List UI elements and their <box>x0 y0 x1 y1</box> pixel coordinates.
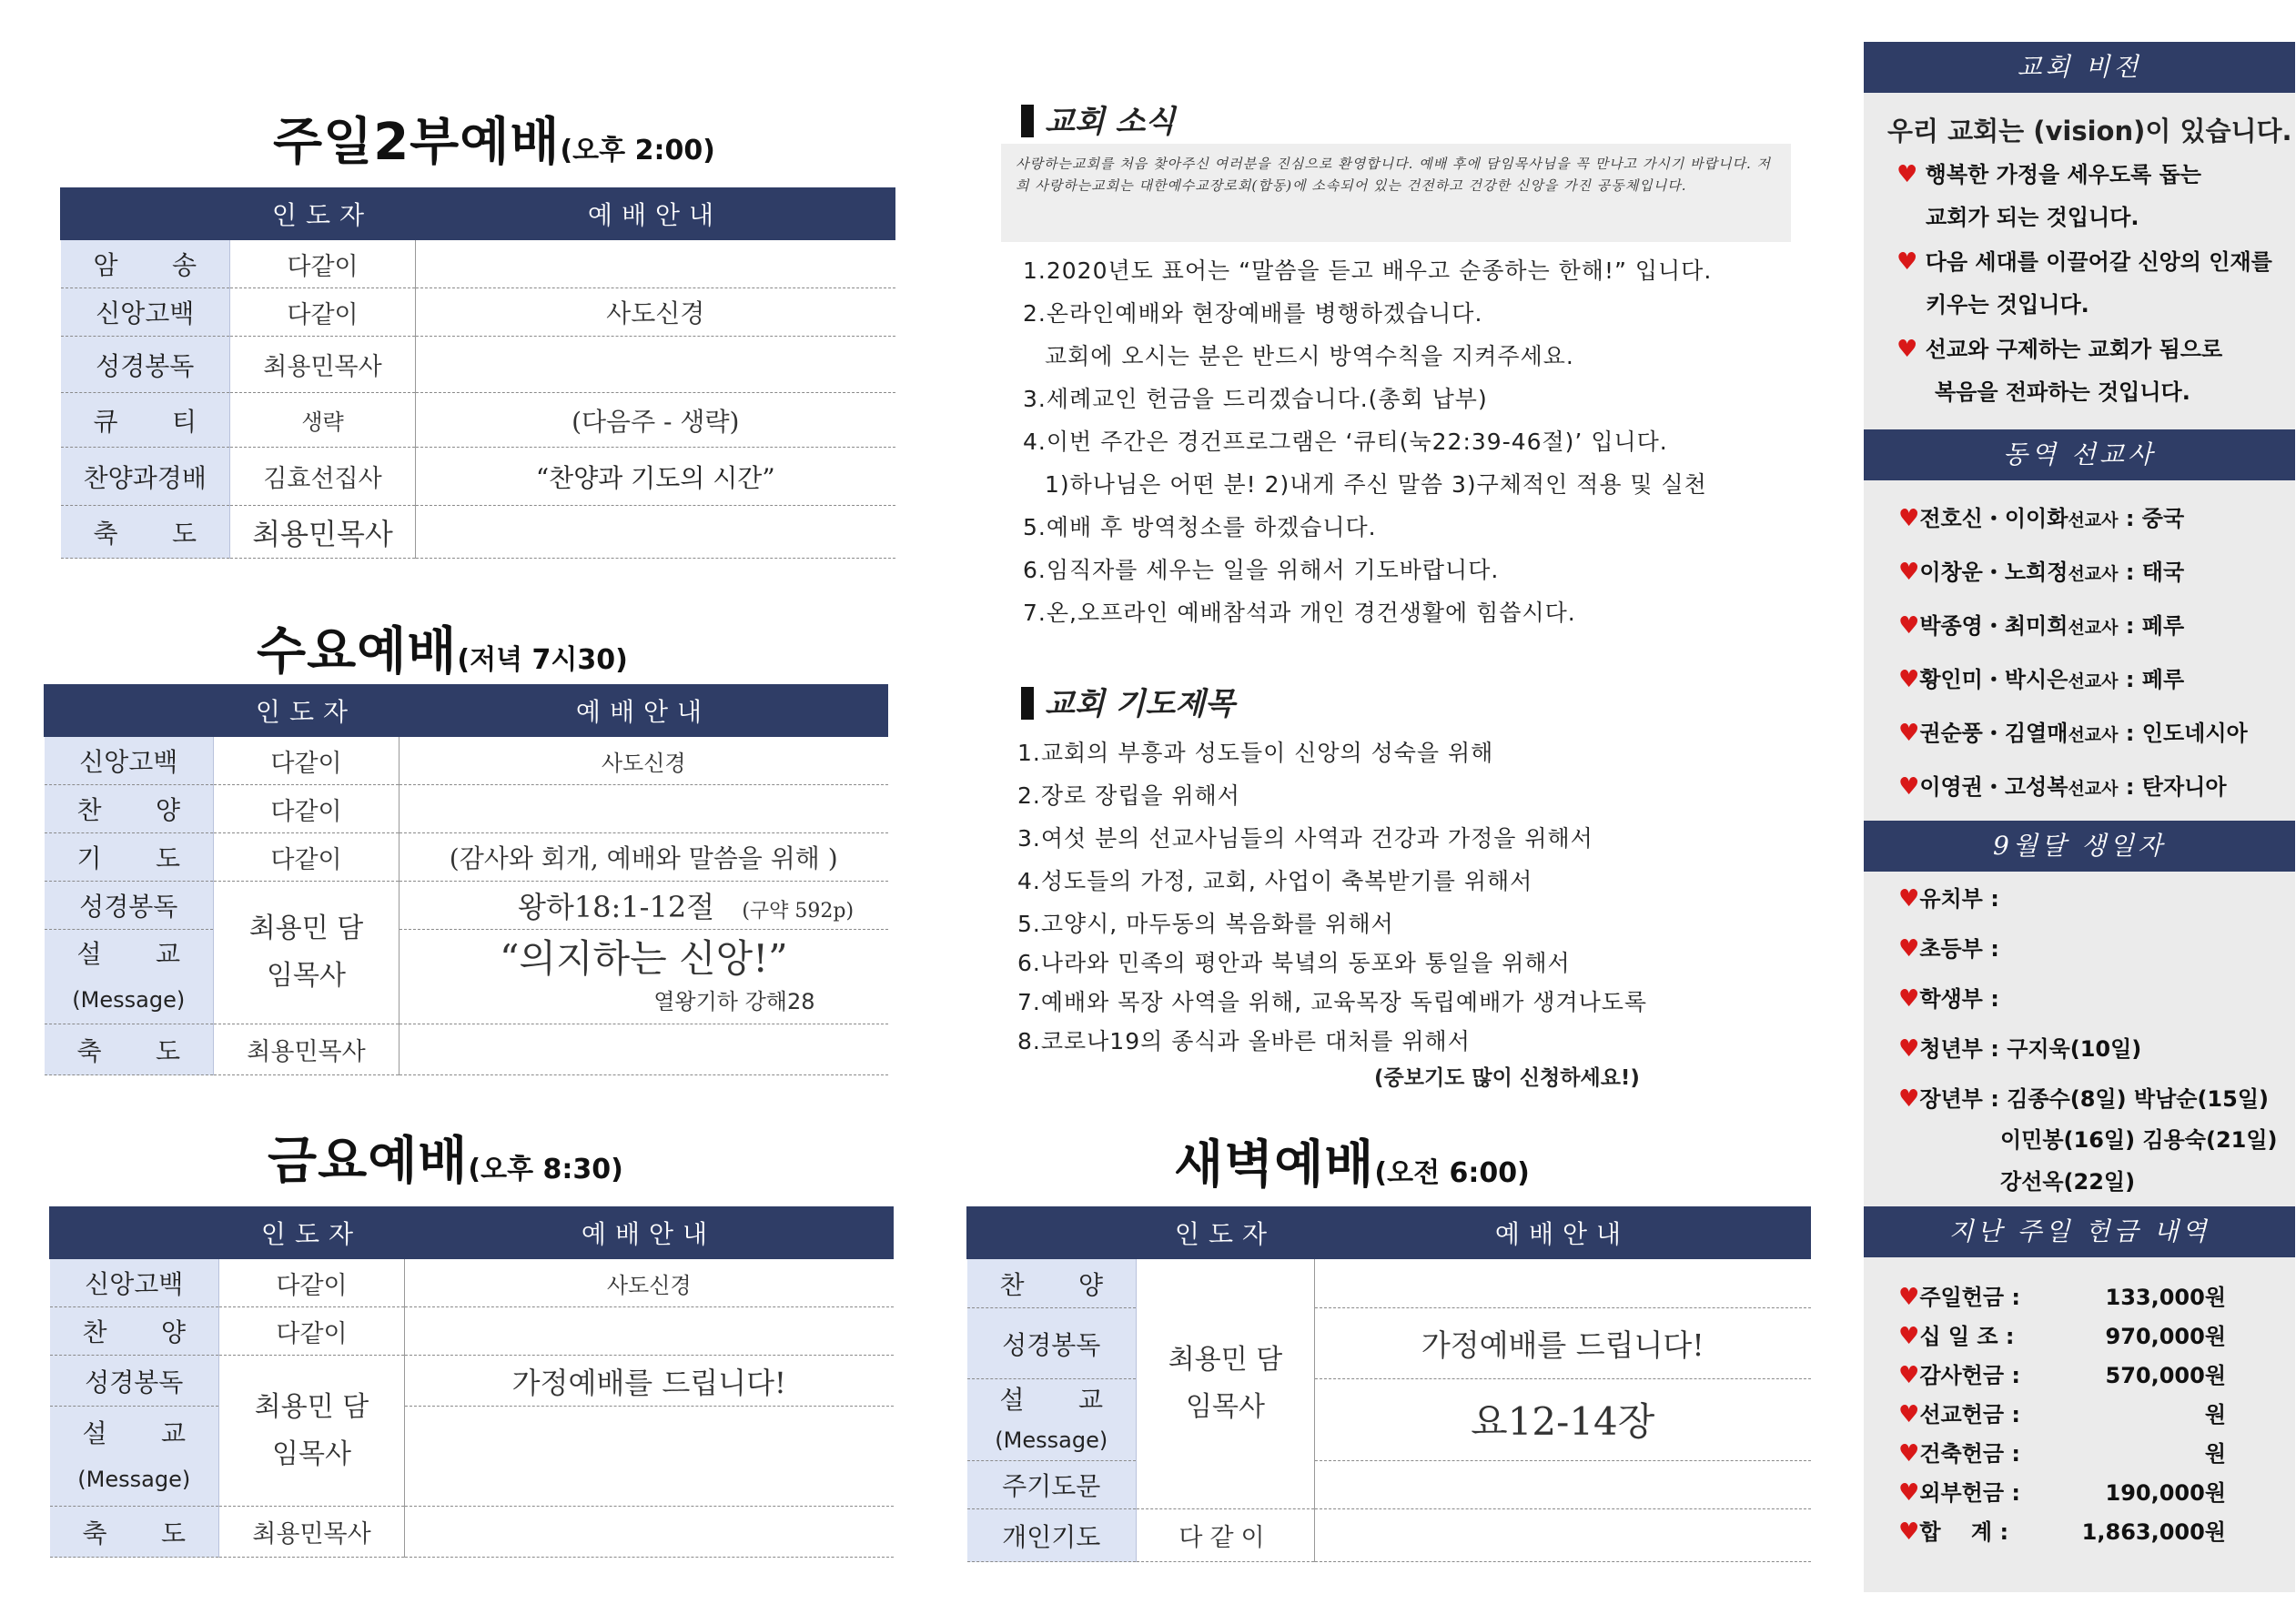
missionary-item: ♥박종영・최미희선교사 : 페루 <box>1898 612 2185 640</box>
news-item: 교회에 오시는 분은 반드시 방역수칙을 지켜주세요. <box>1045 343 1574 369</box>
table-row <box>967 1308 1811 1379</box>
row-leader: 최용민목사 <box>214 1024 400 1075</box>
row-label: 축 도 <box>61 506 230 559</box>
heart-icon: ♥ <box>1898 666 1920 693</box>
offering-item: ♥외부헌금 : 190,000원 <box>1898 1479 2226 1507</box>
dawn-title-text: 새벽예배 <box>1174 1135 1375 1195</box>
shared-leader <box>214 882 400 1024</box>
shared-leader-text: 최용민 담임목사 <box>1168 1344 1283 1423</box>
heart-icon: ♥ <box>1898 559 1920 586</box>
heading-bar <box>1021 105 1034 137</box>
row-info <box>1315 1461 1811 1509</box>
row-info: 가정예배를 드립니다! <box>405 1356 894 1407</box>
table-row <box>967 1259 1811 1308</box>
row-info <box>400 1024 888 1075</box>
row-info: 요12-14장 <box>1315 1379 1811 1461</box>
missionary-item: ♥황인미・박시은선교사 : 페루 <box>1898 666 2185 693</box>
row-leader: 다같이 <box>219 1307 405 1356</box>
table-col-leader: 인도자 <box>214 685 400 737</box>
table-row <box>61 240 895 288</box>
vision-intro: 우리 교회는 (vision)이 있습니다. <box>1887 116 2292 146</box>
prayer-heading <box>1021 679 1235 723</box>
vision-line: 다음 세대를 이끌어갈 신앙의 인재를 <box>1925 249 2272 275</box>
prayer-item: 6.나라와 민족의 평안과 북녘의 동포와 통일을 위해서 <box>1017 950 1571 976</box>
missionary-header: 동역 선교사 <box>1864 429 2295 480</box>
vision-line: 교회가 되는 것입니다. <box>1926 205 2139 230</box>
news-item: 6.임직자를 세우는 일을 위해서 기도바랍니다. <box>1023 557 1500 583</box>
prayer-item: 8.코로나19의 종식과 올바른 대처를 위해서 <box>1017 1028 1471 1054</box>
heart-icon: ♥ <box>1896 248 1918 276</box>
row-label: 암 송 <box>61 240 230 288</box>
table-col-info: 예배안내 <box>405 1207 894 1259</box>
table-row <box>50 1356 894 1407</box>
sermon-series: 열왕기하 강해28 <box>653 989 815 1014</box>
row-info: (다음주 - 생략) <box>416 393 895 448</box>
table-col-label <box>45 685 214 737</box>
table-col-info: 예배안내 <box>416 188 895 240</box>
table-col-label <box>50 1207 219 1259</box>
row-info <box>400 882 888 930</box>
row-info <box>400 930 888 1024</box>
table-col-label <box>61 188 230 240</box>
row-label: 설 교 (Message) <box>50 1407 219 1507</box>
row-info <box>416 506 895 559</box>
news-item: 5.예배 후 방역청소를 하겠습니다. <box>1023 514 1377 540</box>
row-leader: 다같이 <box>230 288 416 337</box>
shared-leader-text: 최용민 담임목사 <box>248 913 364 992</box>
dawn-time: (오전 6:00) <box>1374 1157 1530 1189</box>
row-leader: 다같이 <box>219 1259 405 1307</box>
row-info: “찬양과 기도의 시간” <box>416 448 895 506</box>
row-label: 주기도문 <box>967 1461 1137 1509</box>
table-col-leader: 인도자 <box>1137 1207 1315 1259</box>
heart-icon: ♥ <box>1896 336 1918 363</box>
birthday-item: ♥장년부 : 김종수(8일) 박남순(15일) <box>1898 1085 2269 1113</box>
row-label: 성경봉독 <box>45 882 214 930</box>
missionary-list <box>1898 500 2290 822</box>
missionary-item: ♥전호신・이이화선교사 : 중국 <box>1898 505 2185 532</box>
row-label: 축 도 <box>50 1507 219 1558</box>
news-item: 2.온라인예배와 현장예배를 병행하겠습니다. <box>1023 300 1483 327</box>
shared-leader-text: 최용민 담임목사 <box>254 1390 369 1470</box>
heart-icon: ♥ <box>1898 505 1920 532</box>
missionary-item: ♥이창운・노희정선교사 : 태국 <box>1898 559 2185 586</box>
offering-total: ♥합 계 : 1,863,000원 <box>1898 1518 2226 1546</box>
vision-line: 키우는 것입니다. <box>1926 292 2089 318</box>
news-item: 4.이번 주간은 경건프로그램은 ‘큐티(눅22:39-46절)’ 입니다. <box>1023 429 1668 455</box>
offering-item: ♥감사헌금 : 570,000원 <box>1898 1362 2226 1389</box>
heart-icon: ♥ <box>1896 161 1918 188</box>
row-leader: 최용민목사 <box>230 506 416 559</box>
table-row <box>50 1407 894 1507</box>
birthday-item: ♥청년부 : 구지욱(10일) <box>1898 1035 2142 1063</box>
sunday2-table <box>60 187 895 559</box>
row-info <box>400 785 888 833</box>
prayer-note: (중보기도 많이 신청하세요!) <box>1374 1066 1640 1090</box>
table-header <box>50 1207 894 1259</box>
row-leader: 김효선집사 <box>230 448 416 506</box>
row-leader: 최용민목사 <box>219 1507 405 1558</box>
row-label: 설 교 (Message) <box>45 930 214 1024</box>
table-row <box>967 1379 1811 1461</box>
prayer-list <box>1017 735 1800 1063</box>
vision-line: 선교와 구제하는 교회가 됨으로 <box>1925 337 2223 362</box>
table-row <box>45 785 888 833</box>
heart-icon: ♥ <box>1898 1085 1920 1113</box>
table-row <box>45 882 888 930</box>
row-label: 신앙고백 <box>61 288 230 337</box>
row-leader: 다같이 <box>214 737 400 785</box>
friday-table <box>49 1206 894 1558</box>
offering-list <box>1898 1279 2226 1553</box>
heart-icon: ♥ <box>1898 1035 1920 1063</box>
table-row <box>967 1461 1811 1509</box>
news-item: 1)하나님은 어떤 분! 2)내게 주신 말씀 3)구체적인 적용 및 실천 <box>1045 471 1707 498</box>
table-col-label <box>967 1207 1137 1259</box>
table-row <box>61 337 895 393</box>
table-row <box>61 393 895 448</box>
heart-icon: ♥ <box>1898 1401 1920 1428</box>
heart-icon: ♥ <box>1898 1518 1920 1546</box>
heart-icon: ♥ <box>1898 1479 1920 1507</box>
sunday2-title <box>273 102 715 175</box>
offering-header: 지난 주일 헌금 내역 <box>1864 1206 2295 1257</box>
news-heading <box>1021 96 1175 141</box>
table-row <box>50 1307 894 1356</box>
friday-time: (오후 8:30) <box>468 1154 623 1185</box>
bible-note: (구약 592p) <box>742 900 855 923</box>
vision-item <box>1896 331 2288 406</box>
row-label: 성경봉독 <box>61 337 230 393</box>
friday-title-text: 금요예배 <box>268 1132 469 1191</box>
birthday-item: ♥초등부 : <box>1898 935 1999 963</box>
message-label: (Message) <box>72 986 186 1013</box>
row-leader: 다같이 <box>214 833 400 882</box>
row-label: 기 도 <box>45 833 214 882</box>
vision-item <box>1896 244 2288 318</box>
sunday2-time: (오후 2:00) <box>560 135 715 166</box>
vision-line: 복음을 전파하는 것입니다. <box>1935 379 2190 405</box>
wednesday-table <box>44 684 888 1075</box>
row-label: 개인기도 <box>967 1509 1137 1562</box>
heading-bar <box>1021 687 1034 720</box>
birthday-item: ♥학생부 : <box>1898 985 1999 1013</box>
prayer-item: 4.성도들의 가정, 교회, 사업이 축복받기를 위해서 <box>1017 868 1533 894</box>
bible-passage: 왕하18:1-12절 <box>518 890 715 924</box>
friday-title <box>268 1121 623 1194</box>
message-label: (Message) <box>995 1427 1108 1453</box>
row-info <box>1315 1259 1811 1308</box>
row-label: 축 도 <box>45 1024 214 1075</box>
prayer-item: 1.교회의 부흥과 성도들이 신앙의 성숙을 위해 <box>1017 740 1494 766</box>
table-row <box>45 737 888 785</box>
table-row <box>61 448 895 506</box>
sermon-title: “의지하는 신앙!” <box>499 936 788 981</box>
table-col-info: 예배안내 <box>1315 1207 1811 1259</box>
row-info: 사도신경 <box>405 1259 894 1307</box>
heart-icon: ♥ <box>1898 885 1920 913</box>
vision-header: 교회 비전 <box>1864 42 2295 93</box>
row-label: 큐 티 <box>61 393 230 448</box>
table-row <box>50 1259 894 1307</box>
row-info <box>405 1507 894 1558</box>
prayer-item: 3.여섯 분의 선교사님들의 사역과 건강과 가정을 위해서 <box>1017 825 1593 852</box>
birthday-list <box>1898 881 2290 1195</box>
row-label: 성경봉독 <box>50 1356 219 1407</box>
wednesday-title <box>257 611 628 684</box>
heart-icon: ♥ <box>1898 773 1920 801</box>
table-row <box>45 1024 888 1075</box>
table-row <box>61 506 895 559</box>
row-leader: 다같이 <box>230 240 416 288</box>
wednesday-time: (저녁 7시30) <box>457 644 628 676</box>
news-item: 1.2020년도 표어는 “말씀을 듣고 배우고 순종하는 한해!” 입니다. <box>1023 257 1713 284</box>
heart-icon: ♥ <box>1898 1323 1920 1350</box>
missionary-item: ♥권순풍・김열매선교사 : 인도네시아 <box>1898 720 2248 747</box>
table-header <box>45 685 888 737</box>
news-heading-text: 교회 소식 <box>1045 104 1176 140</box>
row-leader: 생략 <box>230 393 416 448</box>
prayer-item: 7.예배와 목장 사역을 위해, 교육목장 독립예배가 생겨나도록 <box>1017 989 1648 1015</box>
row-label: 찬 양 <box>967 1259 1137 1308</box>
row-info: 사도신경 <box>400 737 888 785</box>
heart-icon: ♥ <box>1898 1362 1920 1389</box>
table-col-leader: 인도자 <box>219 1207 405 1259</box>
birthday-item: ♥유치부 : <box>1898 885 1999 913</box>
heart-icon: ♥ <box>1898 1284 1920 1311</box>
missionary-item: ♥이영권・고성복선교사 : 탄자니아 <box>1898 773 2227 801</box>
row-info <box>1315 1509 1811 1562</box>
dawn-title <box>1174 1125 1530 1197</box>
offering-item: ♥건축헌금 : 원 <box>1898 1440 2226 1468</box>
row-leader: 다같이 <box>1137 1509 1315 1562</box>
news-item: 7.온,오프라인 예배참석과 개인 경건생활에 힘씁시다. <box>1023 600 1576 626</box>
offering-item: ♥선교헌금 : 원 <box>1898 1401 2226 1428</box>
heart-icon: ♥ <box>1898 720 1920 747</box>
vision-item <box>1896 156 2288 231</box>
row-label: 찬 양 <box>50 1307 219 1356</box>
table-row <box>45 833 888 882</box>
message-label: (Message) <box>77 1466 191 1492</box>
table-row <box>967 1509 1811 1562</box>
table-header <box>61 188 895 240</box>
heart-icon: ♥ <box>1898 935 1920 963</box>
row-leader: 최용민목사 <box>230 337 416 393</box>
row-label: 찬 양 <box>45 785 214 833</box>
shared-leader <box>1137 1259 1315 1509</box>
row-info <box>416 240 895 288</box>
table-row <box>61 288 895 337</box>
row-info <box>405 1407 894 1507</box>
table-header <box>967 1207 1811 1259</box>
row-label: 신앙고백 <box>50 1259 219 1307</box>
heart-icon: ♥ <box>1898 612 1920 640</box>
wednesday-title-text: 수요예배 <box>257 622 458 681</box>
welcome-box: 사랑하는교회를 처음 찾아주신 여러분을 진심으로 환영합니다. 예배 후에 담임목사님을 꼭 만나고 가시기 바랍니다. 저희 사랑하는교회는 대한예수교장로회(합동)에 소속되어 있는 건전하고 건강한 신앙을 가진 공동체입니다. <box>1001 144 1791 242</box>
row-label: 설 교 (Message) <box>967 1379 1137 1461</box>
row-label: 신앙고백 <box>45 737 214 785</box>
prayer-heading-text: 교회 기도제목 <box>1045 686 1235 722</box>
birthday-extra: 강선옥(22일) <box>2000 1169 2136 1195</box>
row-label: 찬양과경배 <box>61 448 230 506</box>
prayer-item: 2.장로 장립을 위해서 <box>1017 782 1240 809</box>
row-info <box>405 1307 894 1356</box>
sunday2-title-text: 주일2부예배 <box>273 113 561 172</box>
row-info: 가정예배를 드립니다! <box>1315 1308 1811 1379</box>
heart-icon: ♥ <box>1898 1440 1920 1468</box>
row-label: 성경봉독 <box>967 1308 1137 1379</box>
shared-leader <box>219 1356 405 1507</box>
row-info <box>416 337 895 393</box>
heart-icon: ♥ <box>1898 985 1920 1013</box>
table-col-info: 예배안내 <box>400 685 888 737</box>
row-leader: 다같이 <box>214 785 400 833</box>
table-row <box>45 930 888 1024</box>
offering-item: ♥주일헌금 : 133,000원 <box>1898 1284 2226 1311</box>
row-info: (감사와 회개, 예배와 말씀을 위해 ) <box>400 833 888 882</box>
table-row <box>50 1507 894 1558</box>
vision-line: 행복한 가정을 세우도록 돕는 <box>1925 162 2201 187</box>
prayer-item: 5.고양시, 마두동의 복음화를 위해서 <box>1017 911 1394 937</box>
table-col-leader: 인도자 <box>230 188 416 240</box>
birthday-header: 9월달 생일자 <box>1864 821 2295 872</box>
news-item: 3.세례교인 헌금을 드리겠습니다.(총회 납부) <box>1023 386 1488 412</box>
news-list <box>1023 253 1787 638</box>
vision-list <box>1896 156 2288 406</box>
dawn-table <box>966 1206 1811 1562</box>
offering-item: ♥십 일 조 : 970,000원 <box>1898 1323 2226 1350</box>
row-info: 사도신경 <box>416 288 895 337</box>
birthday-extra: 이민봉(16일) 김용숙(21일) <box>2000 1127 2278 1153</box>
